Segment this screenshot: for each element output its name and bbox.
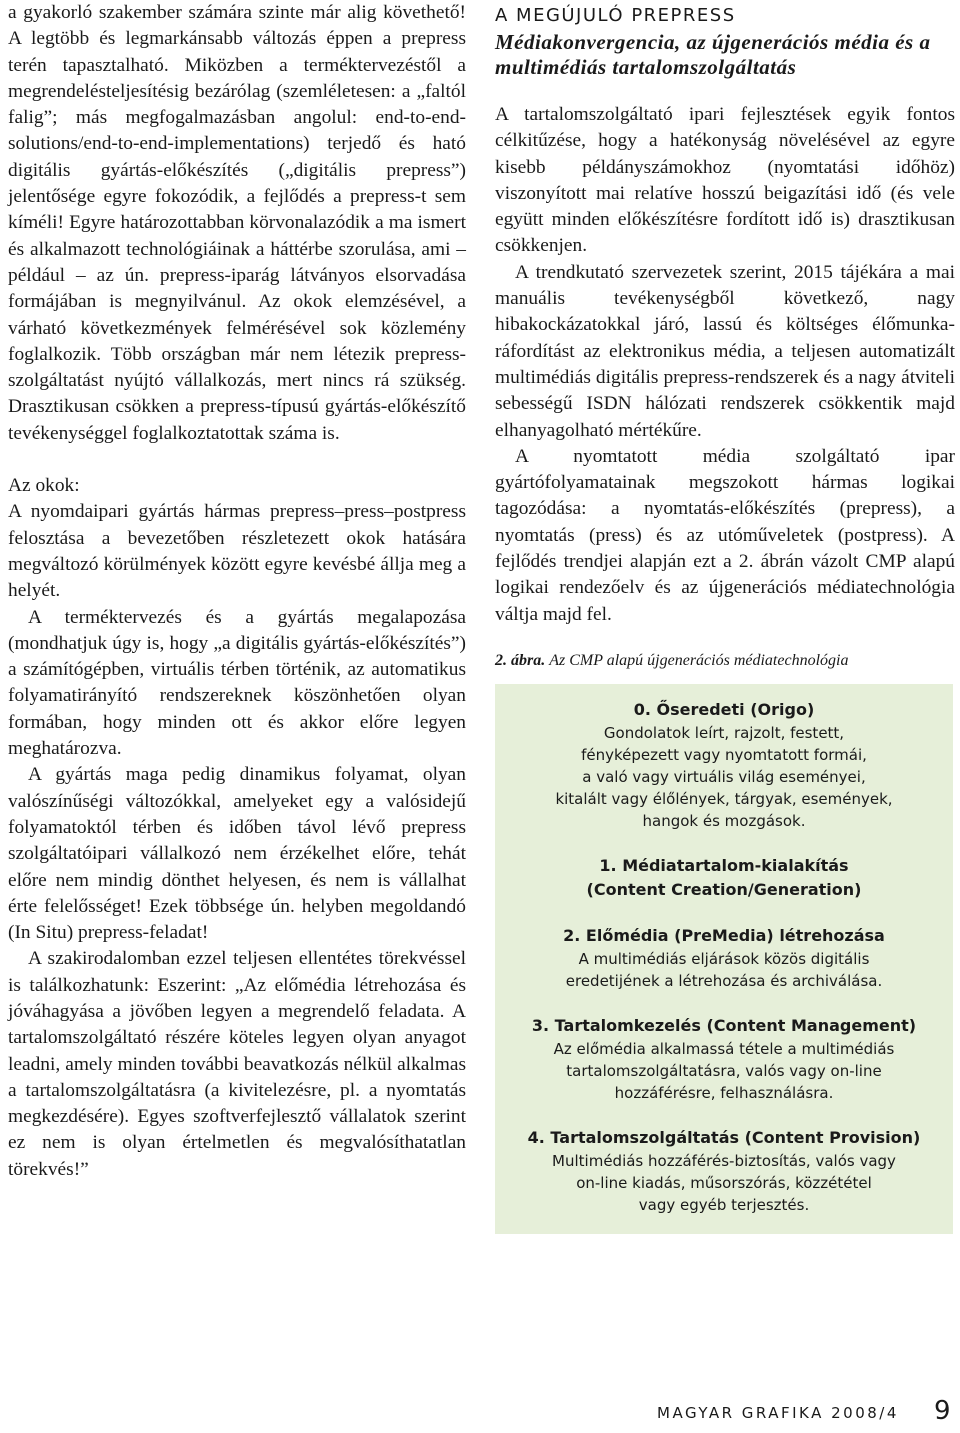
block-line: a való vagy virtuális világ eseményei, xyxy=(582,767,866,786)
figure-block-content-creation xyxy=(505,854,943,902)
section-subtitle: Médiakonvergencia, az újgenerációs média és a multimédiás tartalomszolgáltatás xyxy=(495,30,931,79)
block-title: 2. Előmédia (PreMedia) létrehozása xyxy=(563,925,885,945)
block-line: vagy egyéb terjesztés. xyxy=(638,1195,810,1214)
block-line: A multimédiás eljárások közös digitális xyxy=(578,949,870,968)
left-paragraph-5: A szakirodalomban ezzel teljesen ellentétes törekvéssel is találkozhatunk: Eszerint: „Az előmédia létrehozása és jóváhagyása a jövőben legyen a megrendelő feladata. A tartalomszolgáltató részére köteles legyen olyan anyagot leadni, amely minden további beavatkozás nélkül alkalmas a tartalomszolgáltatásra (a kivitelezésre, pl. a nyomtatás megkezdésére). Egyes szoftverfejlesztő vállalatok szerint ez nem is olyan értelmetlen és megvalósíthatatlan törekvés!” xyxy=(8,948,466,1180)
figure-label: 2. ábra. xyxy=(495,651,546,669)
figure-caption-text: Az CMP alapú újgenerációs médiatechnológia xyxy=(549,651,849,669)
figure-block-origo xyxy=(505,698,943,832)
block-line: on-line kiadás, műsorszórás, közzététel xyxy=(576,1173,872,1192)
block-title: 0. Őseredeti (Origo) xyxy=(633,699,815,719)
left-paragraph-2: A nyomdaipari gyártás hármas prepress–press–postpress felosztása a bevezetőben részletezett okok hatására megváltozó körülmények között egyre kevésbé állja meg a helyét. xyxy=(8,501,466,602)
figure-caption xyxy=(495,650,955,672)
block-line: tartalomszolgáltatásra, valós vagy on-line xyxy=(566,1061,882,1080)
figure-block-premedia xyxy=(505,924,943,992)
right-paragraph-2: A trendkutató szervezetek szerint, 2015 tájékára a mai manuális tevékenységből következő, nagy hibakockázatokkal járó, lassú és költséges élőmunka-ráfordítást az elektronikus média, a teljesen automatizált multimédiás digitális prepress-rendszerek és a nagy átviteli sebességű ISDN hálózati rendszerek csökkentik majd elhanyagolható mértékűre. xyxy=(495,261,955,441)
block-line: kitalált vagy élőlények, tárgyak, események, xyxy=(555,789,893,808)
block-title-secondary: (Content Creation/Generation) xyxy=(586,879,862,899)
right-column xyxy=(495,0,955,1234)
right-paragraph-3: A nyomtatott média szolgáltató ipar gyártófolyamatainak megszokott hármas logikai tagozódása: a nyomtatás-előkészítés (prepress), a nyomtatás (press) és az utóműveletek (postpress). A fejlődés trendjei alapján ezt a 2. ábrán vázolt CMP alapú logikai rendezőelv és az újgenerációs médiatechnológia váltja majd fel. xyxy=(495,445,955,625)
cmp-figure-box xyxy=(495,684,953,1234)
block-line: hangok és mozgások. xyxy=(642,811,806,830)
block-title: 1. Médiatartalom-kialakítás xyxy=(599,855,849,875)
magazine-footer: MAGYAR GRAFIKA 2008/4 xyxy=(657,1404,899,1422)
block-line: Gondolatok leírt, rajzolt, festett, xyxy=(603,723,845,742)
block-title: 4. Tartalomszolgáltatás (Content Provision) xyxy=(527,1127,921,1147)
left-paragraph-1: a gyakorló szakember számára szinte már alig követhető! A legtöbb és legmarkánsabb változás éppen a prepress terén tapasztalható. Miközben a terméktervezéstől a megrendelésteljesítésig bezárólag (szemléletesen: a „faltól falig”; más megfogalmazásban angolul: end-to-end-solutions/end-to-end-implementations) terjedő és ható digitális gyártás-előkészítés („digitális prepress”) jelentősége egyre fokozódik, a fejlődés a prepress-t sem kíméli! Egyre határozottabban körvonalazódik a ma ismert és alkalmazott technológiáinak a háttérbe szorulása, ami – például – az ún. prepress-iparág látványos elsorvadása formájában is megnyilvánul. Az okok elemzésével, a várható következmények felmérésével sok közlemény foglalkozik. Több országban már nem létezik prepress-szolgáltatást nyújtó vállalkozás, mert nincs rá szükség. Drasztikusan csökken a prepress-típusú gyártás-előkészítő tevékenységgel foglalkoztatottak száma is. xyxy=(8,2,466,444)
block-line: Multimédiás hozzáférés-biztosítás, valós vagy xyxy=(552,1151,896,1170)
left-column xyxy=(8,0,466,1183)
figure-block-content-provision xyxy=(505,1126,943,1216)
left-paragraph-3: A terméktervezés és a gyártás megalapozása (mondhatjuk úgy is, hogy „a digitális gyártás-előkészítés”) a számítógépben, virtuális térben történik, az automatikus folyamatirányító rendszereknek köszönhetően olyan formában, hogy minden ott és akkor előre legyen meghatározva. xyxy=(8,606,466,760)
block-line: fényképezett vagy nyomtatott formái, xyxy=(581,745,867,764)
block-title: 3. Tartalomkezelés (Content Management) xyxy=(531,1015,917,1035)
right-paragraph-1: A tartalomszolgáltató ipari fejlesztések egyik fontos célkitűzése, hogy a hatékonyság növelésével az egyre kisebb példányszámokhoz (nyomtatási időhöz) viszonyított mai relatíve hosszú beigazítási idő (és vele együtt minden előkészítésre fordított idő is) drasztikusan csökkenjen. xyxy=(495,104,955,257)
page-number: 9 xyxy=(934,1396,951,1426)
block-line: hozzáférésre, felhasználásra. xyxy=(614,1083,834,1102)
figure-block-content-management xyxy=(505,1014,943,1104)
section-title: A MEGÚJULÓ PREPRESS xyxy=(495,5,736,26)
okok-label: Az okok: xyxy=(8,475,80,497)
left-paragraph-4: A gyártás maga pedig dinamikus folyamat, olyan valószínűségi változókkal, amelyeket egy a valósidejű folyamatoktól térben és időben távol lévő prepress szolgáltatóipari vállalkozó nem érzékelhet előre, tehát előre nem mindig dönthet helyesen, és nem is vállalhat érte felelősséget! Ezek többsége ún. helyben megoldandó (In Situ) prepress-feladat! xyxy=(8,764,466,944)
block-line: Az előmédia alkalmassá tétele a multimédiás xyxy=(553,1039,895,1058)
block-line: eredetijének a létrehozása és archiválása. xyxy=(565,971,883,990)
